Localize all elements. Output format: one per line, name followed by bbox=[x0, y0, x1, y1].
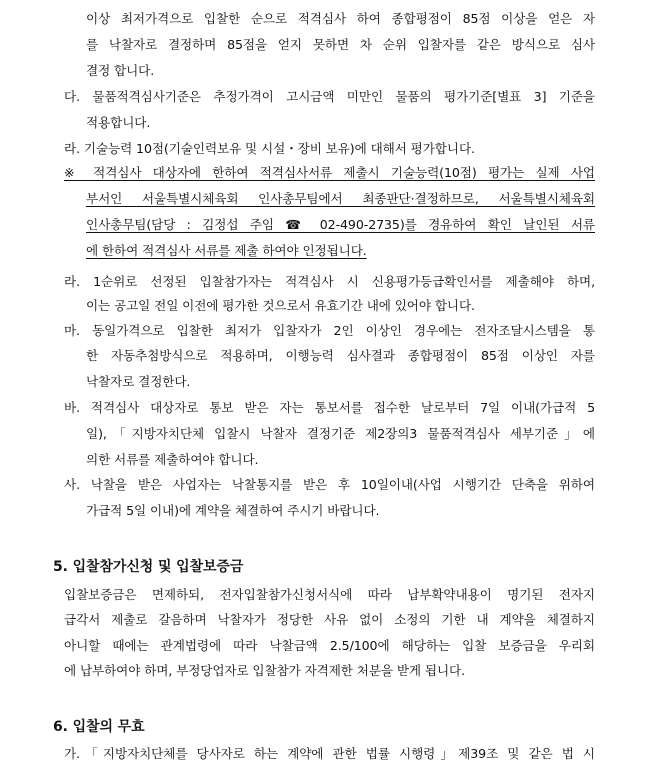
text-line: 라. 1순위로 선정된 입찰참가자는 적격심사 시 신용평가등급확인서를 제출해야 하며, bbox=[64, 274, 595, 289]
text-line: 다. 물품적격심사기준은 추정가격이 고시금액 미만인 물품의 평가기준[별표 3] 기준을 bbox=[64, 89, 595, 104]
text-line: 한 자동추첨방식으로 적용하며, 이행능력 심사결과 종합평점이 85점 이상인 자를 bbox=[86, 348, 595, 363]
paragraph-line: 급각서 제출로 갈음하며 낙찰자가 정당한 사유 없이 소정의 기한 내 계약을 체결하지 bbox=[64, 612, 595, 627]
text-line: 결정 합니다. bbox=[86, 63, 155, 78]
text-line: 라. 기술능력 10점(기술인력보유 및 시설・장비 보유)에 대해서 평가합니다. bbox=[64, 141, 475, 156]
text-line: 를 낙찰자로 결정하며 85점을 얻지 못하면 차 순위 입찰자를 같은 방식으로 심사 bbox=[86, 37, 595, 52]
text-line: 일),「지방자치단체 입찰시 낙찰자 결정기준 제2장의3 물품적격심사 세부기준」에 bbox=[86, 426, 595, 441]
notice-line: 부서인 서울특별시체육회 인사총무팀에서 최종판단·결정하므로, 서울특별시체육회 bbox=[86, 191, 595, 206]
text-line: 이는 공고일 전일 이전에 평가한 것으로서 유효기간 내에 있어야 합니다. bbox=[86, 298, 475, 313]
paragraph-line: 아니할 때에는 관계법령에 따라 낙찰금액 2.5/100에 해당하는 입찰 보증금을 우리회 bbox=[64, 638, 595, 653]
paragraph-line: 에 납부하여야 하며, 부정당업자로 입찰참가 자격제한 처분을 받게 됩니다. bbox=[64, 663, 465, 678]
text-line: 낙찰자로 결정한다. bbox=[86, 374, 191, 389]
notice-line: 인사총무팀(담당 : 김정섭 주임 ☎ 02-490-2735)를 경유하여 확인 날인된 서류 bbox=[86, 217, 595, 232]
text-line: 이상 최저가격으로 입찰한 순으로 적격심사 하여 종합평점이 85점 이상을 얻은 자 bbox=[86, 11, 595, 26]
section-heading-6: 6. 입찰의 무효 bbox=[53, 719, 145, 735]
section-heading-5: 5. 입찰참가신청 및 입찰보증금 bbox=[53, 559, 244, 575]
text-line: 사. 낙찰을 받은 사업자는 낙찰통지를 받은 후 10일이내(사업 시행기간 단축을 위하여 bbox=[64, 477, 595, 492]
text-line: 적용합니다. bbox=[86, 115, 151, 130]
text-line: 의한 서류를 제출하여야 합니다. bbox=[86, 452, 259, 467]
text-line: 가.「지방자치단체를 당사자로 하는 계약에 관한 법률 시행령」제39조 및 같은 법 시 bbox=[64, 746, 595, 761]
notice-line: 에 한하여 적격심사 서류를 제출 하여야 인정됩니다. bbox=[86, 243, 367, 258]
notice-line: ※ 적격심사 대상자에 한하여 적격심사서류 제출시 기술능력(10점) 평가는 실제 사업 bbox=[64, 165, 595, 180]
text-line: 마. 동일가격으로 입찰한 최저가 입찰자가 2인 이상인 경우에는 전자조달시스템을 통 bbox=[64, 323, 595, 338]
text-line: 바. 적격심사 대상자로 통보 받은 자는 통보서를 접수한 날로부터 7일 이내(가급적 5 bbox=[64, 400, 595, 415]
paragraph-line: 입찰보증금은 면제하되, 전자입찰참가신청서식에 따라 납부확약내용이 명기된 전자지 bbox=[64, 587, 595, 602]
text-line: 가급적 5일 이내)에 계약을 체결하여 주시기 바랍니다. bbox=[86, 503, 380, 518]
